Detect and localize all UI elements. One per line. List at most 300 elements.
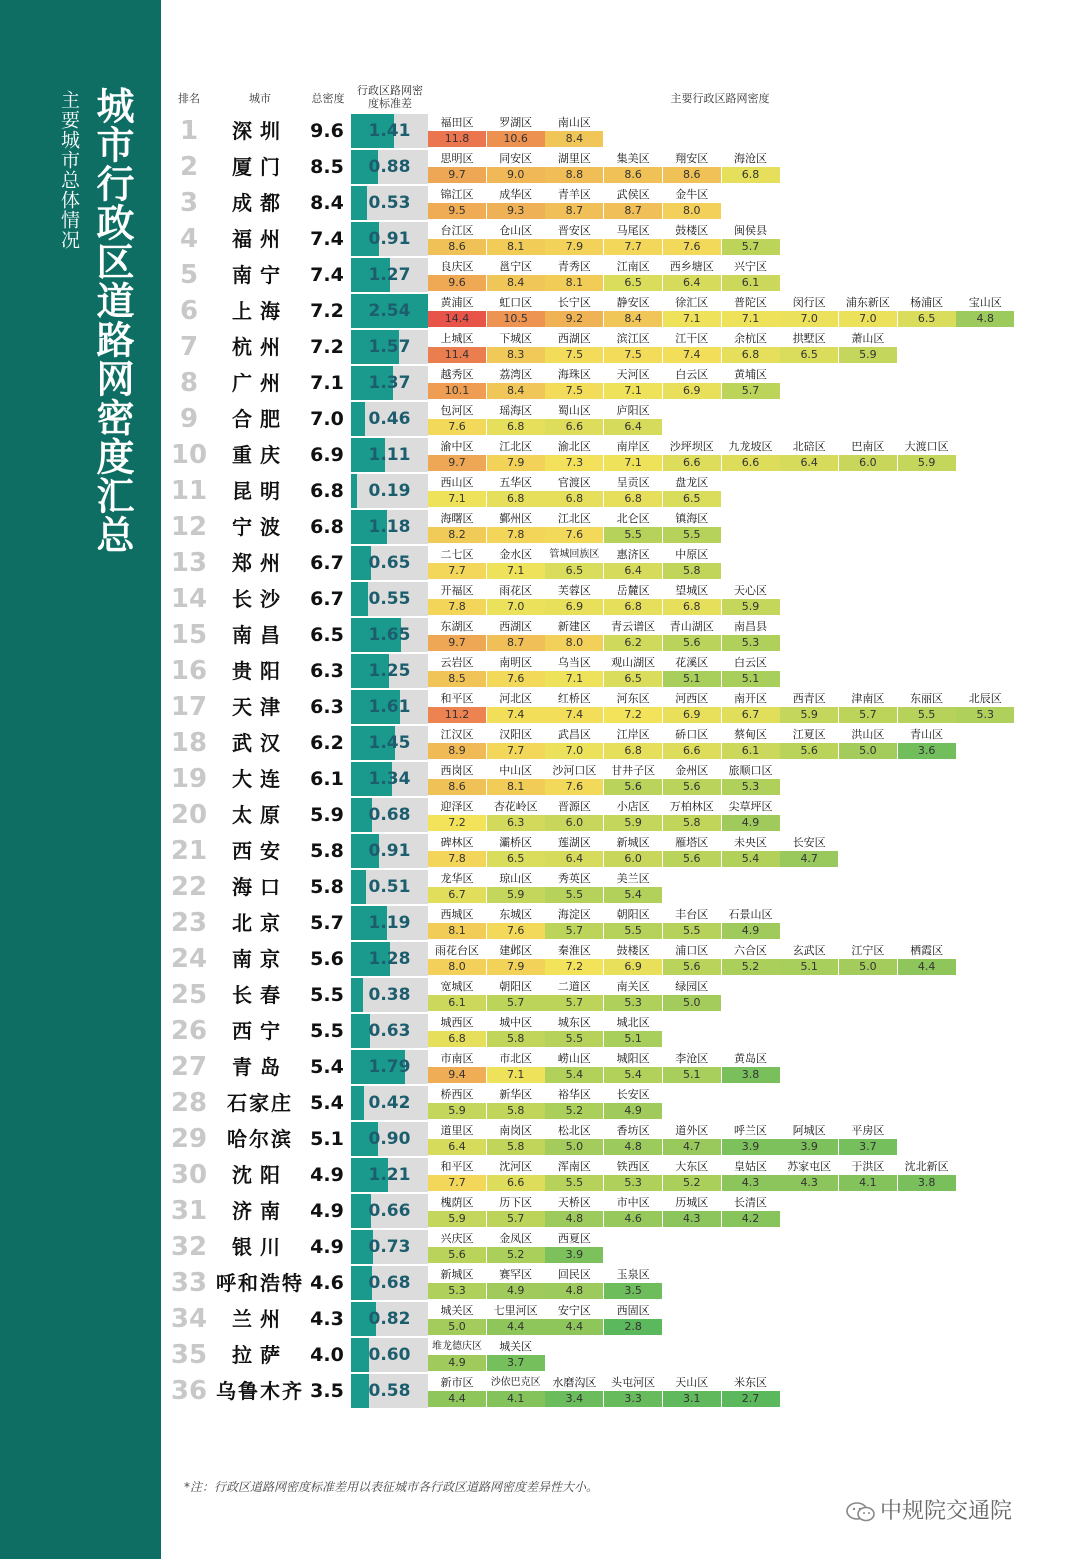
district-cell [663,1374,721,1408]
total-density: 5.5 [310,984,344,1006]
district-name: 湖里区 [557,152,591,165]
district-density: 4.9 [428,1355,486,1371]
district-cell [722,582,780,616]
district-name: 普陀区 [734,296,767,309]
district-cell [487,258,545,292]
district-name: 渝北区 [557,440,591,453]
table-row [0,870,1080,904]
district-density: 6.6 [663,455,721,471]
district-cell [663,690,721,724]
district-cell [428,1014,486,1048]
district-density: 4.4 [898,959,956,975]
district-cell [428,1050,486,1084]
table-row [0,618,1080,652]
district-cell [545,546,603,580]
district-cell [487,222,545,256]
district-density: 9.6 [428,275,486,291]
sd-bar [351,906,428,940]
district-density: 9.2 [545,311,603,327]
sd-bar [351,294,428,328]
district-cell [604,186,662,220]
total-density: 6.1 [310,768,344,790]
district-density: 5.1 [722,671,780,687]
district-density: 5.6 [663,959,721,975]
district-cell [428,1338,486,1372]
district-name: 兴庆区 [440,1232,474,1245]
rank-number: 31 [170,1196,208,1226]
district-cell [428,870,486,904]
district-density: 5.9 [604,815,662,831]
rank-number: 17 [170,692,208,722]
district-density: 7.5 [545,383,603,399]
district-name: 虹口区 [499,296,533,309]
district-cell [604,474,662,508]
district-name: 宝山区 [968,296,1002,309]
district-name: 江岸区 [616,728,650,741]
table-row [0,1338,1080,1372]
district-density: 6.6 [545,419,603,435]
district-name: 秀英区 [557,872,591,885]
district-density: 8.9 [428,743,486,759]
district-name: 五华区 [499,476,533,489]
city-name: 青岛 [232,1055,288,1079]
district-density: 7.9 [545,239,603,255]
district-density: 5.4 [545,1067,603,1083]
district-cell [839,438,897,472]
district-density: 5.5 [604,923,662,939]
sd-value: 1.28 [368,949,411,969]
district-name: 津南区 [851,692,885,705]
district-name: 闵行区 [792,296,826,309]
district-name: 沙河口区 [552,764,597,777]
district-density: 4.7 [663,1139,721,1155]
rank-number: 25 [170,980,208,1010]
district-density: 7.5 [545,347,603,363]
district-name: 成华区 [499,188,533,201]
district-cell [722,618,780,652]
district-density: 5.0 [545,1139,603,1155]
district-cell [428,762,486,796]
district-name: 集美区 [616,152,650,165]
district-name: 岳麓区 [616,584,650,597]
district-density: 5.6 [663,635,721,651]
district-name: 桥西区 [440,1088,474,1101]
city-name: 哈尔滨 [227,1127,293,1151]
district-name: 河北区 [499,692,533,705]
city-name: 成都 [232,191,288,215]
district-cell [545,834,603,868]
rank-number: 22 [170,872,208,902]
district-density: 5.0 [839,743,897,759]
district-density: 4.3 [780,1175,838,1191]
city-name: 福州 [232,227,288,251]
total-density: 8.4 [310,192,344,214]
district-cell [604,294,662,328]
sd-value: 0.55 [368,589,411,609]
district-cell [545,222,603,256]
district-density: 7.7 [428,563,486,579]
rank-number: 16 [170,656,208,686]
sd-value: 2.54 [368,301,411,321]
table-row [0,294,1080,328]
sd-value: 1.37 [368,373,411,393]
sd-bar [351,258,428,292]
district-cell [604,438,662,472]
district-cell [428,618,486,652]
district-density: 5.3 [956,707,1014,723]
city-name: 银川 [232,1235,288,1259]
district-density: 5.3 [722,779,780,795]
district-density: 4.3 [663,1211,721,1227]
district-name: 丰台区 [675,908,709,921]
district-density: 6.3 [487,815,545,831]
district-cell [722,1122,780,1156]
district-cell [722,294,780,328]
district-name: 琼山区 [499,872,533,885]
sd-bar [351,186,428,220]
district-density: 7.6 [487,671,545,687]
district-cell [487,438,545,472]
district-name: 滨江区 [616,332,650,345]
district-density: 5.7 [722,239,780,255]
district-cell [604,1302,662,1336]
district-cell [663,834,721,868]
district-density: 5.1 [663,1067,721,1083]
district-cell [604,330,662,364]
district-density: 5.9 [780,707,838,723]
district-cell [898,294,956,328]
district-density: 8.3 [487,347,545,363]
table-row [0,1086,1080,1120]
city-name: 南宁 [232,263,288,287]
district-name: 新城区 [616,836,650,849]
district-density: 7.1 [487,563,545,579]
district-name: 铁西区 [616,1160,650,1173]
table-row [0,1266,1080,1300]
sd-bar [351,1014,428,1048]
district-cell [428,654,486,688]
sd-bar [351,1158,428,1192]
district-name: 绿园区 [675,980,709,993]
district-density: 9.4 [428,1067,486,1083]
district-density: 6.6 [487,1175,545,1191]
district-density: 8.0 [428,959,486,975]
district-cell [604,1194,662,1228]
district-name: 晋安区 [557,224,591,237]
table-row [0,654,1080,688]
district-cell [663,186,721,220]
district-density: 7.3 [545,455,603,471]
sd-bar [351,1086,428,1120]
total-density: 6.3 [310,696,344,718]
district-cell [487,330,545,364]
district-name: 西岗区 [440,764,474,777]
district-name: 碑林区 [440,836,474,849]
district-name: 仓山区 [499,224,533,237]
district-density: 5.8 [487,1139,545,1155]
sd-value: 1.57 [368,337,411,357]
district-density: 7.0 [487,599,545,615]
district-cell [487,726,545,760]
district-density: 8.1 [487,239,545,255]
district-name: 鄞州区 [499,512,533,525]
sd-value: 1.25 [368,661,411,681]
table-row [0,1194,1080,1228]
district-cell [604,1374,662,1408]
district-name: 上城区 [440,332,474,345]
district-cell [663,654,721,688]
district-density: 4.6 [604,1211,662,1227]
district-name: 翔安区 [675,152,709,165]
table-row [0,1050,1080,1084]
district-density: 3.5 [604,1283,662,1299]
district-cell [487,798,545,832]
district-cell [545,402,603,436]
sd-value: 0.82 [368,1309,411,1329]
district-density: 6.9 [545,599,603,615]
district-density: 5.7 [722,383,780,399]
district-name: 米东区 [734,1376,767,1389]
district-density: 4.9 [487,1283,545,1299]
table-row [0,726,1080,760]
table-row [0,186,1080,220]
district-density: 5.2 [663,1175,721,1191]
district-density: 7.6 [545,527,603,543]
sd-value: 0.68 [368,1273,411,1293]
district-density: 7.6 [663,239,721,255]
district-cell [722,654,780,688]
rank-number: 15 [170,620,208,650]
table-row [0,474,1080,508]
sd-bar [351,582,428,616]
city-name: 拉萨 [232,1343,288,1367]
district-name: 西山区 [440,476,474,489]
rank-number: 19 [170,764,208,794]
district-name: 大东区 [675,1160,709,1173]
district-cell [663,222,721,256]
district-cell [545,1266,603,1300]
district-name: 邕宁区 [499,260,533,273]
district-density: 6.4 [545,851,603,867]
district-name: 同安区 [499,152,533,165]
district-cell [780,690,838,724]
watermark-text: 中规院交通院 [880,1499,1013,1524]
district-cell [428,474,486,508]
total-density: 3.5 [310,1380,344,1402]
district-density: 6.8 [722,167,780,183]
district-name: 乌当区 [557,656,591,669]
district-density: 6.4 [663,275,721,291]
district-cell [428,1158,486,1192]
district-name: 小店区 [616,800,650,813]
rank-number: 21 [170,836,208,866]
page-subtitle: 主要城市总体情况 [58,90,80,250]
district-density: 11.4 [428,347,486,363]
table-row [0,546,1080,580]
district-cell [604,1086,662,1120]
district-name: 七里河区 [493,1304,538,1317]
district-name: 道里区 [440,1124,474,1137]
district-density: 5.6 [780,743,838,759]
district-cell [839,690,897,724]
district-cell [545,294,603,328]
district-name: 西固区 [616,1304,650,1317]
district-name: 水磨沟区 [552,1376,597,1389]
district-density: 14.4 [428,311,486,327]
table-row [0,366,1080,400]
district-name: 香坊区 [616,1124,650,1137]
district-name: 市南区 [440,1052,474,1065]
district-name: 迎泽区 [440,800,474,813]
district-name: 中山区 [499,764,533,777]
sd-value: 0.42 [368,1093,411,1113]
district-cell [428,186,486,220]
table-row [0,834,1080,868]
district-cell [722,1158,780,1192]
district-cell [722,798,780,832]
district-name: 城东区 [557,1016,591,1029]
district-name: 天桥区 [557,1196,591,1209]
district-name: 下城区 [499,332,533,345]
city-name: 兰州 [232,1307,288,1331]
district-cell [722,366,780,400]
district-cell [604,1266,662,1300]
district-density: 8.1 [487,779,545,795]
district-cell [604,258,662,292]
total-density: 4.9 [310,1236,344,1258]
sd-value: 0.19 [368,481,411,501]
district-name: 浦口区 [675,944,709,957]
district-cell [487,474,545,508]
district-cell [487,366,545,400]
district-cell [428,366,486,400]
city-name: 海口 [232,875,288,899]
district-name: 台江区 [440,224,474,237]
rank-number: 36 [170,1376,208,1406]
district-density: 5.9 [428,1211,486,1227]
district-density: 7.9 [487,455,545,471]
total-density: 6.7 [310,552,344,574]
district-density: 7.8 [428,599,486,615]
district-cell [487,978,545,1012]
district-cell [487,1122,545,1156]
district-density: 5.4 [604,1067,662,1083]
total-density: 7.0 [310,408,344,430]
district-density: 7.4 [545,707,603,723]
district-density: 7.8 [428,851,486,867]
sd-value: 0.68 [368,805,411,825]
table-row [0,438,1080,472]
district-density: 5.4 [604,887,662,903]
district-cell [545,150,603,184]
district-name: 新市区 [440,1376,474,1389]
district-density: 8.2 [428,527,486,543]
district-name: 灞桥区 [499,836,533,849]
district-cell [780,330,838,364]
district-name: 长宁区 [557,296,591,309]
district-density: 10.5 [487,311,545,327]
sd-bar [351,438,428,472]
district-name: 二七区 [440,548,474,561]
district-cell [604,1122,662,1156]
district-cell [898,942,956,976]
rank-number: 32 [170,1232,208,1262]
district-density: 6.1 [428,995,486,1011]
district-name: 武昌区 [557,728,591,741]
district-density: 9.7 [428,455,486,471]
district-name: 观山湖区 [611,656,656,669]
district-name: 苏家屯区 [787,1160,832,1173]
district-cell [663,366,721,400]
sd-bar [351,1338,428,1372]
district-name: 万柏林区 [669,800,714,813]
district-density: 5.8 [487,1103,545,1119]
total-density: 6.5 [310,624,344,646]
city-name: 深圳 [232,119,288,143]
total-density: 8.5 [310,156,344,178]
district-density: 5.9 [428,1103,486,1119]
total-density: 7.2 [310,336,344,358]
district-name: 开福区 [440,584,474,597]
district-name: 沙坪坝区 [669,440,714,453]
district-cell [428,726,486,760]
total-density: 5.1 [310,1128,344,1150]
district-density: 6.9 [663,383,721,399]
district-cell [487,186,545,220]
district-density: 4.8 [604,1139,662,1155]
district-cell [545,1014,603,1048]
district-cell [428,1266,486,1300]
city-name: 南昌 [232,623,288,647]
district-density: 7.2 [604,707,662,723]
district-cell [545,1374,603,1408]
district-cell [663,474,721,508]
district-density: 5.6 [663,779,721,795]
district-cell [545,330,603,364]
district-name: 罗湖区 [499,116,533,129]
district-name: 蔡甸区 [734,728,767,741]
district-cell [780,834,838,868]
district-name: 东湖区 [440,620,474,633]
sd-value: 1.11 [368,445,411,465]
district-name: 黄岛区 [734,1052,767,1065]
district-cell [428,1230,486,1264]
district-cell [428,258,486,292]
district-density: 5.3 [722,635,780,651]
district-name: 江干区 [675,332,709,345]
district-cell [604,726,662,760]
district-cell [780,1122,838,1156]
district-cell [545,870,603,904]
district-cell [839,726,897,760]
district-name: 海沧区 [734,152,767,165]
rank-number: 9 [179,404,199,434]
district-name: 南岸区 [616,440,650,453]
district-name: 头屯河区 [611,1376,656,1389]
district-density: 10.1 [428,383,486,399]
district-cell [780,1158,838,1192]
district-cell [956,690,1014,724]
district-name: 美兰区 [616,872,650,885]
district-density: 3.4 [545,1391,603,1407]
district-cell [428,1302,486,1336]
sd-value: 1.61 [368,697,411,717]
district-name: 槐荫区 [440,1196,474,1209]
sd-value: 1.21 [368,1165,411,1185]
district-cell [722,834,780,868]
district-density: 3.7 [839,1139,897,1155]
district-density: 5.9 [898,455,956,471]
